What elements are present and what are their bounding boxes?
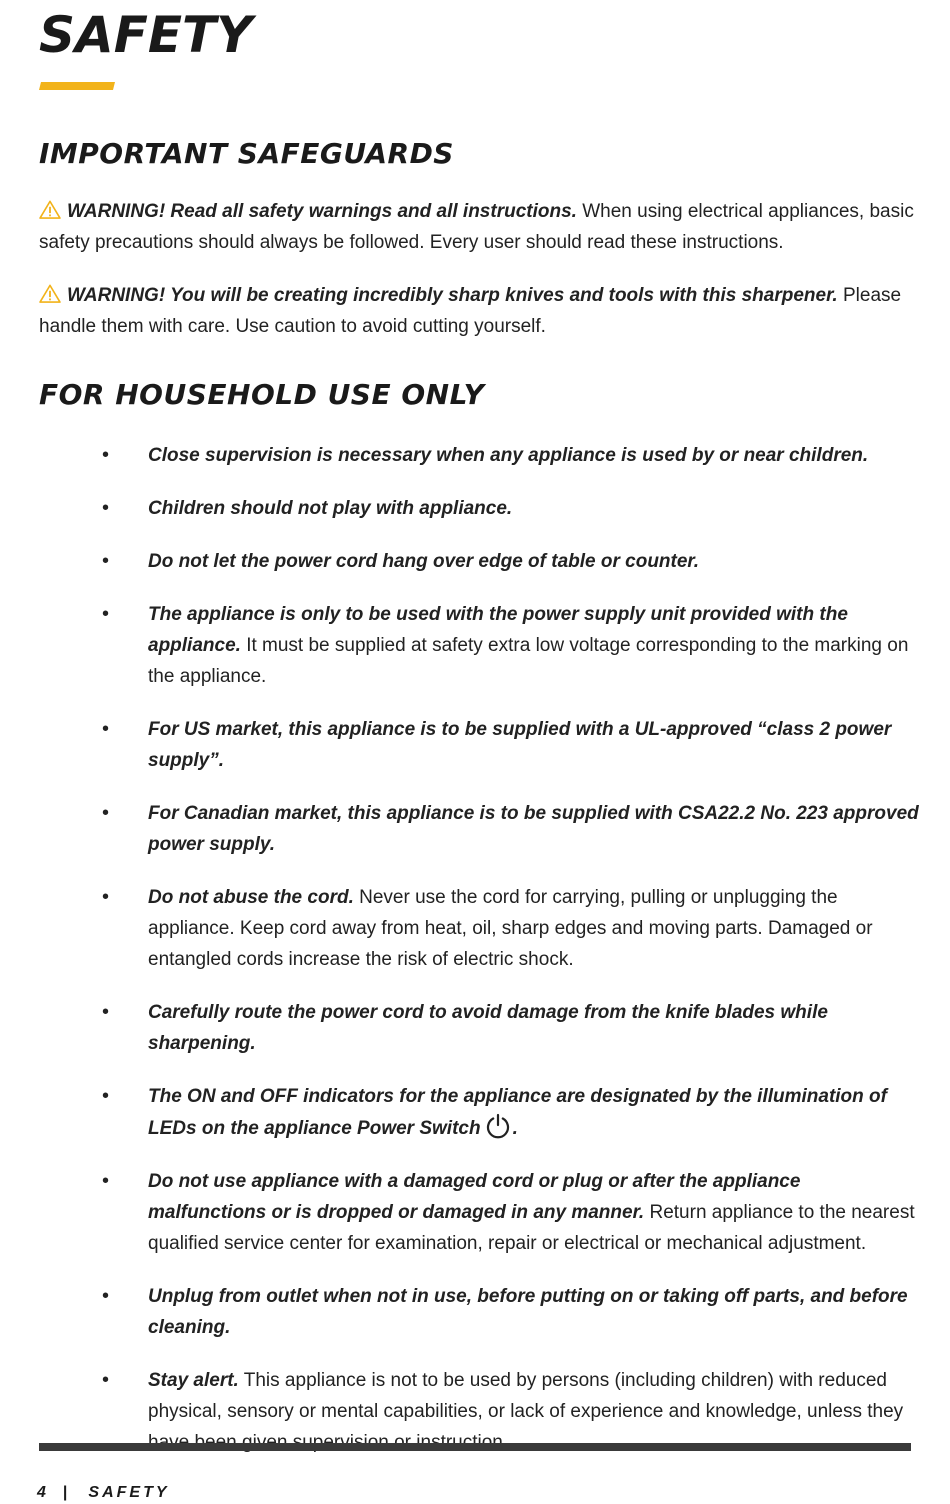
item-text: It must be supplied at safety extra low voltage corresponding to the marking on the appliance. bbox=[148, 635, 909, 687]
item-bold: Stay alert. bbox=[148, 1370, 239, 1391]
item-bold: Do not let the power cord hang over edge of table or counter. bbox=[148, 551, 700, 572]
item-bold: The appliance is only to be used with the power supply unit provided with the appliance. bbox=[148, 604, 848, 656]
footer-section: SAFETY bbox=[88, 1484, 170, 1501]
household-heading: FOR HOUSEHOLD USE ONLY bbox=[39, 378, 485, 411]
warning-paragraph-1 bbox=[39, 196, 919, 258]
list-item: • Do not abuse the cord. Never use the cord for carrying, pulling or unplugging the appliance. Keep cord away from heat, oil, sharp edges and moving parts. Damaged or entangled cords increase the risk of electric shock. bbox=[102, 886, 873, 970]
safety-list bbox=[100, 440, 920, 1480]
item-bold: Unplug from outlet when not in use, before putting on or taking off parts, and before cleaning. bbox=[148, 1286, 908, 1338]
warning-triangle-icon bbox=[39, 200, 61, 219]
safeguards-heading: IMPORTANT SAFEGUARDS bbox=[39, 137, 454, 170]
footer-separator: | bbox=[62, 1484, 71, 1501]
item-bold: For US market, this appliance is to be supplied with a UL-approved “class 2 power supply”. bbox=[148, 719, 892, 771]
item-after-icon: . bbox=[512, 1118, 518, 1139]
list-item: • The appliance is only to be used with the power supply unit provided with the appliance. It must be supplied at safety extra low voltage corresponding to the marking on the appliance. bbox=[102, 603, 909, 687]
item-bold: Do not use appliance with a damaged cord or plug or after the appliance malfunctions or is dropped or damaged in any manner. bbox=[148, 1171, 801, 1223]
item-bold: Carefully route the power cord to avoid damage from the knife blades while sharpening. bbox=[148, 1002, 828, 1054]
list-item: • Close supervision is necessary when any appliance is used by or near children. bbox=[102, 444, 869, 466]
title-accent-bar bbox=[39, 82, 115, 90]
item-text: Return appliance to the nearest qualified service center for examination, repair or electrical or mechanical adjustment. bbox=[148, 1202, 915, 1254]
item-bold: Children should not play with appliance. bbox=[148, 498, 513, 519]
page-number: 4 bbox=[37, 1484, 49, 1501]
warning-triangle-icon bbox=[39, 284, 61, 303]
list-item: • For Canadian market, this appliance is to be supplied with CSA22.2 No. 223 approved power supply. bbox=[102, 802, 919, 855]
item-bold: Close supervision is necessary when any appliance is used by or near children. bbox=[148, 445, 869, 466]
list-item: • Children should not play with appliance. bbox=[102, 497, 513, 519]
warning-2-bold: WARNING! You will be creating incredibly sharp knives and tools with this sharpener. bbox=[67, 285, 838, 306]
item-bold: The ON and OFF indicators for the appliance are designated by the illumination of LEDs on the appliance Power Switch bbox=[148, 1086, 887, 1139]
warning-paragraph-2 bbox=[39, 280, 919, 342]
list-item: • Do not let the power cord hang over edge of table or counter. bbox=[102, 550, 700, 572]
warning-1-text: When using electrical appliances, basic safety precautions should always be followed. Every user should read these instructions. bbox=[39, 201, 914, 253]
item-text: Never use the cord for carrying, pulling or unplugging the appliance. Keep cord away from heat, oil, sharp edges and moving parts. Damaged or entangled cords increase the risk of electric shock. bbox=[148, 887, 873, 970]
item-bold: Do not abuse the cord. bbox=[148, 887, 354, 908]
list-item: • Stay alert. This appliance is not to be used by persons (including children) with reduced physical, sensory or mental capabilities, or lack of experience and knowledge, unless they bbox=[100, 1365, 920, 1458]
page-footer bbox=[37, 1484, 170, 1502]
warning-1-bold: WARNING! Read all safety warnings and all instructions. bbox=[67, 201, 577, 222]
footer-rule bbox=[39, 1443, 911, 1451]
page-title: SAFETY bbox=[39, 6, 253, 64]
list-item: • For US market, this appliance is to be supplied with a UL-approved “class 2 power supply”. bbox=[102, 718, 892, 771]
item-bold: For Canadian market, this appliance is to be supplied with CSA22.2 No. 223 approved power supply. bbox=[148, 803, 919, 855]
list-item: • The ON and OFF indicators for the appliance are designated by the illumination of LEDs on the appliance Power Switch . bbox=[102, 1085, 887, 1139]
list-item: • Carefully route the power cord to avoid damage from the knife blades while sharpening. bbox=[102, 1001, 828, 1054]
item-text: This appliance is not to be used by persons (including children) with reduced physical, sensory or mental capabilities, or lack of experience and knowledge, unless they bbox=[148, 1370, 904, 1422]
power-icon bbox=[484, 1112, 512, 1140]
warning-2-text: Please handle them with care. Use caution to avoid cutting yourself. bbox=[39, 285, 902, 337]
list-item: • Do not use appliance with a damaged cord or plug or after the appliance malfunctions or is dropped or damaged in any manner. Return appliance to the nearest qualified service center for examination, repair or electrical or mechanical adjustment. bbox=[102, 1170, 915, 1254]
list-item: • Unplug from outlet when not in use, before putting on or taking off parts, and before cleaning. bbox=[102, 1285, 908, 1338]
